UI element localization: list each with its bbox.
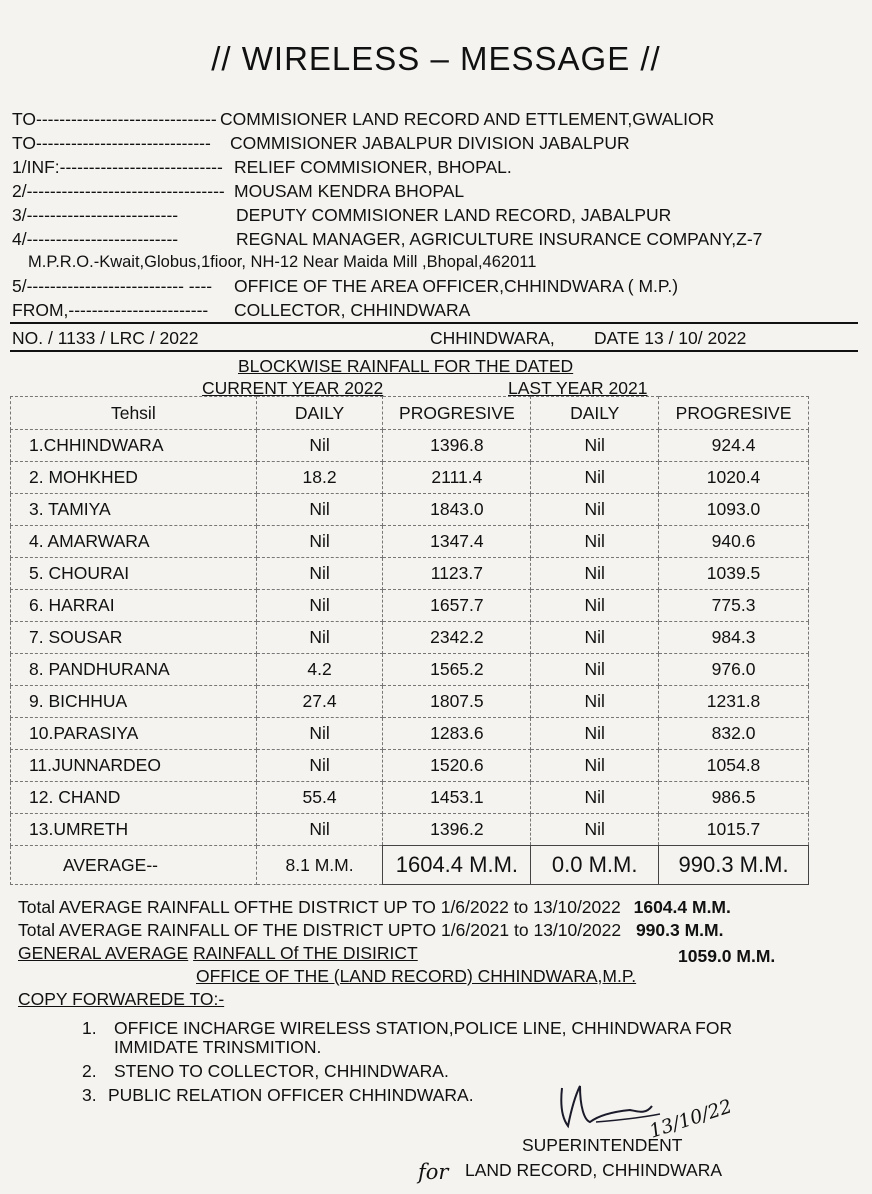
cell-daily-2022: Nil: [256, 622, 383, 654]
cell-progressive-2022: 1843.0: [383, 494, 531, 526]
table-row: [11, 750, 809, 782]
table-header-row: [11, 397, 809, 430]
average-daily-2022: 8.1 M.M.: [256, 846, 383, 885]
current-year-label: CURRENT YEAR 2022: [202, 378, 384, 398]
cell-tehsil: 10.PARASIYA: [11, 718, 257, 750]
table-row: [11, 494, 809, 526]
cell-progressive-2021: 986.5: [659, 782, 809, 814]
summary-text: Total AVERAGE RAINFALL OF THE DISTRICT UPTO 1/6/2021 to 13/10/2022: [18, 920, 622, 940]
general-average-text: RAINFALL Of THE DISIRICT: [193, 943, 418, 963]
cell-daily-2021: Nil: [531, 750, 659, 782]
signature-office: LAND RECORD, CHHINDWARA: [465, 1160, 723, 1180]
cell-tehsil: 5. CHOURAI: [11, 558, 257, 590]
cell-daily-2021: Nil: [531, 526, 659, 558]
copy-item-text: STENO TO COLLECTOR, CHHINDWARA.: [114, 1061, 449, 1081]
cell-tehsil: 8. PANDHURANA: [11, 654, 257, 686]
cell-daily-2022: 4.2: [256, 654, 383, 686]
cell-daily-2021: Nil: [531, 622, 659, 654]
table-row: [11, 718, 809, 750]
address-label: 5/--------------------------- ----: [12, 276, 213, 296]
cell-daily-2022: Nil: [256, 814, 383, 846]
cell-progressive-2022: 1657.7: [383, 590, 531, 622]
general-average-label: GENERAL AVERAGE: [18, 943, 189, 963]
header-daily-2022: DAILY: [256, 397, 383, 430]
reference-date: DATE 13 / 10/ 2022: [594, 328, 747, 348]
cell-progressive-2022: 1807.5: [383, 686, 531, 718]
cell-tehsil: 13.UMRETH: [11, 814, 257, 846]
summary-line-3: [18, 943, 838, 964]
cell-progressive-2021: 1093.0: [659, 494, 809, 526]
summary-line-2: [18, 920, 723, 941]
address-value: RELIEF COMMISIONER, BHOPAL.: [234, 157, 512, 177]
copy-item-2: [82, 1061, 449, 1082]
cell-progressive-2022: 1396.8: [383, 430, 531, 462]
signature-for-handwritten: for: [418, 1160, 449, 1184]
address-line-7: [12, 276, 679, 296]
cell-tehsil: 2. MOHKHED: [11, 462, 257, 494]
header-tehsil: Tehsil: [11, 397, 257, 430]
cell-daily-2022: Nil: [256, 558, 383, 590]
header-daily-2021: DAILY: [531, 397, 659, 430]
address-value: OFFICE OF THE AREA OFFICER,CHHINDWARA ( M.P.): [234, 276, 679, 296]
summary-line-1: [18, 897, 731, 918]
address-line-2: [12, 133, 630, 153]
copy-item-number: 3.: [82, 1085, 97, 1105]
cell-daily-2021: Nil: [531, 718, 659, 750]
divider-bottom: [10, 350, 858, 352]
office-line: OFFICE OF THE (LAND RECORD) CHHINDWARA,M.P.: [196, 966, 637, 986]
average-progressive-2021: 990.3 M.M.: [659, 846, 809, 885]
cell-daily-2021: Nil: [531, 462, 659, 494]
copy-item-text: PUBLIC RELATION OFFICER CHHINDWARA.: [108, 1085, 474, 1105]
address-line-3: [12, 157, 512, 177]
copy-item-3: [82, 1085, 474, 1106]
cell-tehsil: 3. TAMIYA: [11, 494, 257, 526]
cell-tehsil: 6. HARRAI: [11, 590, 257, 622]
cell-tehsil: 7. SOUSAR: [11, 622, 257, 654]
divider-top: [10, 322, 858, 324]
message-title: // WIRELESS – MESSAGE //: [211, 40, 661, 77]
cell-daily-2022: Nil: [256, 590, 383, 622]
from-label: FROM,------------------------: [12, 300, 209, 320]
table-row: [11, 590, 809, 622]
copy-heading: COPY FORWAREDE TO:-: [18, 989, 225, 1009]
address-label: TO------------------------------: [12, 133, 211, 153]
address-line-6-cont: [28, 254, 536, 271]
address-label: 2/----------------------------------: [12, 181, 225, 201]
cell-daily-2021: Nil: [531, 782, 659, 814]
cell-progressive-2022: 1347.4: [383, 526, 531, 558]
cell-progressive-2021: 940.6: [659, 526, 809, 558]
address-value: REGNAL MANAGER, AGRICULTURE INSURANCE COMPANY,Z-7: [236, 229, 763, 249]
cell-progressive-2021: 1020.4: [659, 462, 809, 494]
address-value: DEPUTY COMMISIONER LAND RECORD, JABALPUR: [236, 205, 672, 225]
cell-progressive-2021: 1231.8: [659, 686, 809, 718]
address-label: 4/--------------------------: [12, 229, 179, 249]
average-progressive-2022: 1604.4 M.M.: [383, 846, 531, 885]
average-row: [11, 846, 809, 885]
handwritten-date: 13/10/22: [646, 1095, 735, 1143]
cell-progressive-2022: 2342.2: [383, 622, 531, 654]
cell-daily-2021: Nil: [531, 558, 659, 590]
table-title: BLOCKWISE RAINFALL FOR THE DATED: [238, 356, 574, 376]
table-row: [11, 622, 809, 654]
cell-progressive-2021: 1039.5: [659, 558, 809, 590]
cell-daily-2022: 18.2: [256, 462, 383, 494]
cell-tehsil: 4. AMARWARA: [11, 526, 257, 558]
table-row: [11, 814, 809, 846]
address-value: COMMISIONER JABALPUR DIVISION JABALPUR: [230, 133, 630, 153]
address-value: M.P.R.O.-Kwait,Globus,1fioor, NH-12 Near Maida Mill ,Bhopal,462011: [28, 253, 537, 271]
header-progressive-2021: PROGRESIVE: [659, 397, 809, 430]
address-value: MOUSAM KENDRA BHOPAL: [234, 181, 465, 201]
from-value: COLLECTOR, CHHINDWARA: [234, 300, 471, 320]
cell-daily-2022: Nil: [256, 494, 383, 526]
reference-place: CHHINDWARA,: [430, 328, 555, 348]
cell-daily-2022: Nil: [256, 430, 383, 462]
copy-item-1-cont: IMMIDATE TRINSMITION.: [114, 1037, 322, 1057]
cell-tehsil: 9. BICHHUA: [11, 686, 257, 718]
address-value: COMMISIONER LAND RECORD AND ETTLEMENT,GWALIOR: [220, 109, 715, 129]
copy-item-1: [82, 1018, 733, 1039]
summary-value: 990.3 M.M.: [635, 920, 724, 940]
cell-progressive-2022: 1453.1: [383, 782, 531, 814]
from-line: [12, 300, 471, 320]
cell-tehsil: 1.CHHINDWARA: [11, 430, 257, 462]
address-line-6: [12, 229, 763, 249]
cell-progressive-2022: 1396.2: [383, 814, 531, 846]
summary-value: 1604.4 M.M.: [633, 897, 731, 917]
table-row: [11, 782, 809, 814]
table-row: [11, 558, 809, 590]
cell-daily-2022: Nil: [256, 526, 383, 558]
cell-progressive-2021: 1054.8: [659, 750, 809, 782]
average-daily-2021: 0.0 M.M.: [531, 846, 659, 885]
cell-daily-2021: Nil: [531, 654, 659, 686]
cell-daily-2021: Nil: [531, 590, 659, 622]
cell-daily-2022: 27.4: [256, 686, 383, 718]
address-label: 1/INF:----------------------------: [12, 157, 223, 177]
cell-daily-2022: 55.4: [256, 782, 383, 814]
cell-tehsil: 11.JUNNARDEO: [11, 750, 257, 782]
cell-daily-2021: Nil: [531, 494, 659, 526]
rainfall-table: [10, 396, 809, 885]
table-row: [11, 462, 809, 494]
cell-progressive-2022: 1123.7: [383, 558, 531, 590]
copy-item-number: 2.: [82, 1061, 97, 1081]
summary-text: Total AVERAGE RAINFALL OFTHE DISTRICT UP TO 1/6/2022 to 13/10/2022: [18, 897, 621, 917]
copy-item-number: 1.: [82, 1018, 97, 1038]
address-line-4: [12, 181, 465, 201]
cell-daily-2022: Nil: [256, 750, 383, 782]
address-label: TO-------------------------------: [12, 109, 217, 129]
cell-progressive-2021: 924.4: [659, 430, 809, 462]
cell-progressive-2021: 1015.7: [659, 814, 809, 846]
cell-progressive-2022: 1565.2: [383, 654, 531, 686]
general-average-value: 1059.0 M.M.: [678, 946, 776, 966]
cell-progressive-2022: 1283.6: [383, 718, 531, 750]
cell-daily-2022: Nil: [256, 718, 383, 750]
cell-tehsil: 12. CHAND: [11, 782, 257, 814]
table-row: [11, 526, 809, 558]
cell-progressive-2022: 1520.6: [383, 750, 531, 782]
cell-progressive-2021: 984.3: [659, 622, 809, 654]
cell-progressive-2021: 976.0: [659, 654, 809, 686]
address-line-5: [12, 205, 672, 225]
cell-daily-2021: Nil: [531, 430, 659, 462]
address-label: 3/--------------------------: [12, 205, 179, 225]
address-line-1: [12, 109, 715, 129]
cell-progressive-2022: 2111.4: [383, 462, 531, 494]
table-row: [11, 686, 809, 718]
last-year-label: LAST YEAR 2021: [508, 378, 648, 398]
signature-designation: SUPERINTENDENT: [522, 1135, 683, 1155]
reference-number: NO. / 1133 / LRC / 2022: [12, 328, 199, 348]
cell-progressive-2021: 832.0: [659, 718, 809, 750]
cell-progressive-2021: 775.3: [659, 590, 809, 622]
header-progressive-2022: PROGRESIVE: [383, 397, 531, 430]
cell-daily-2021: Nil: [531, 814, 659, 846]
copy-item-text: OFFICE INCHARGE WIRELESS STATION,POLICE LINE, CHHINDWARA FOR: [114, 1018, 733, 1038]
table-row: [11, 430, 809, 462]
table-row: [11, 654, 809, 686]
average-label: AVERAGE--: [11, 846, 257, 885]
cell-daily-2021: Nil: [531, 686, 659, 718]
